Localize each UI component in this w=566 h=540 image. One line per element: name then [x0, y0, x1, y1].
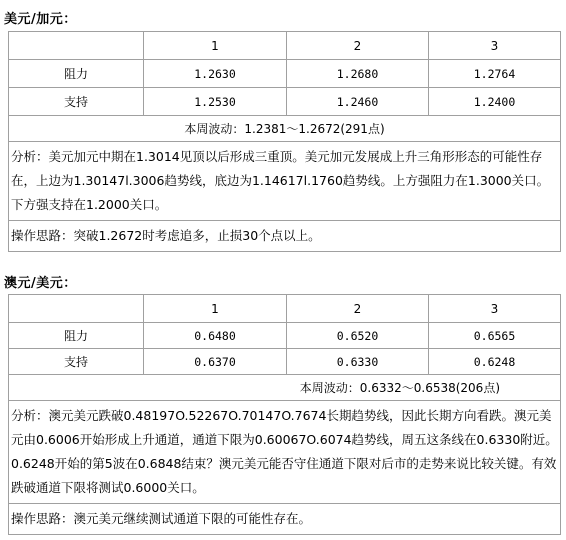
support-row	[9, 349, 561, 375]
strategy-text: 操作思路：澳元美元继续测试通道下限的可能性存在。	[9, 504, 561, 535]
header-col-1: 1	[144, 295, 287, 323]
strategy-text: 操作思路：突破1.2672时考虑追多，止损30个点以上。	[9, 221, 561, 252]
analysis-row	[9, 401, 561, 504]
resistance-3: 0.6565	[429, 323, 561, 349]
row-label-support: 支持	[9, 349, 144, 375]
weekly-range: 本周波动：0.6332～0.6538(206点)	[9, 375, 561, 401]
strategy-row	[9, 221, 561, 252]
support-3: 1.2400	[429, 88, 561, 116]
strategy-row	[9, 504, 561, 535]
support-2: 1.2460	[287, 88, 429, 116]
header-row	[9, 32, 561, 60]
resistance-2: 0.6520	[287, 323, 429, 349]
header-empty-cell	[9, 295, 144, 323]
support-1: 1.2530	[144, 88, 287, 116]
resistance-row	[9, 323, 561, 349]
resistance-1: 1.2630	[144, 60, 287, 88]
analysis-text: 分析：美元加元中期在1.3014见顶以后形成三重顶。美元加元发展成上升三角形形态的可能性存在，上边为1.30147l.3006趋势线，底边为1.14617l.1760趋势线。上方强阻力在1.3000关口。下方强支持在1.2000关口。	[9, 142, 561, 221]
header-col-3: 3	[429, 32, 561, 60]
header-col-2: 2	[287, 32, 429, 60]
header-col-1: 1	[144, 32, 287, 60]
weekly-range-row	[9, 116, 561, 142]
analysis-text: 分析：澳元美元跌破0.48197O.52267O.70147O.7674长期趋势线，因此长期方向看跌。澳元美元由0.6006开始形成上升通道，通道下限为0.60067O.6074趋势线，周五这条线在0.6330附近。0.6248开始的第5波在0.6848结束？澳元美元能否守住通道下限对后市的走势来说比较关键。有效跌破通道下限将测试0.6000关口。	[9, 401, 561, 504]
resistance-3: 1.2764	[429, 60, 561, 88]
support-3: 0.6248	[429, 349, 561, 375]
header-col-2: 2	[287, 295, 429, 323]
resistance-1: 0.6480	[144, 323, 287, 349]
header-col-3: 3	[429, 295, 561, 323]
row-label-resistance: 阻力	[9, 60, 144, 88]
resistance-row	[9, 60, 561, 88]
support-1: 0.6370	[144, 349, 287, 375]
row-label-support: 支持	[9, 88, 144, 116]
support-row	[9, 88, 561, 116]
table-audusd	[8, 294, 561, 535]
analysis-row	[9, 142, 561, 221]
section-title-audusd: 澳元/美元：	[4, 276, 77, 291]
section-title-usdcad: 美元/加元：	[4, 12, 77, 27]
weekly-range: 本周波动：1.2381～1.2672(291点)	[9, 116, 561, 142]
table-usdcad	[8, 31, 561, 252]
row-label-resistance: 阻力	[9, 323, 144, 349]
header-row	[9, 295, 561, 323]
weekly-range-row	[9, 375, 561, 401]
support-2: 0.6330	[287, 349, 429, 375]
header-empty-cell	[9, 32, 144, 60]
resistance-2: 1.2680	[287, 60, 429, 88]
